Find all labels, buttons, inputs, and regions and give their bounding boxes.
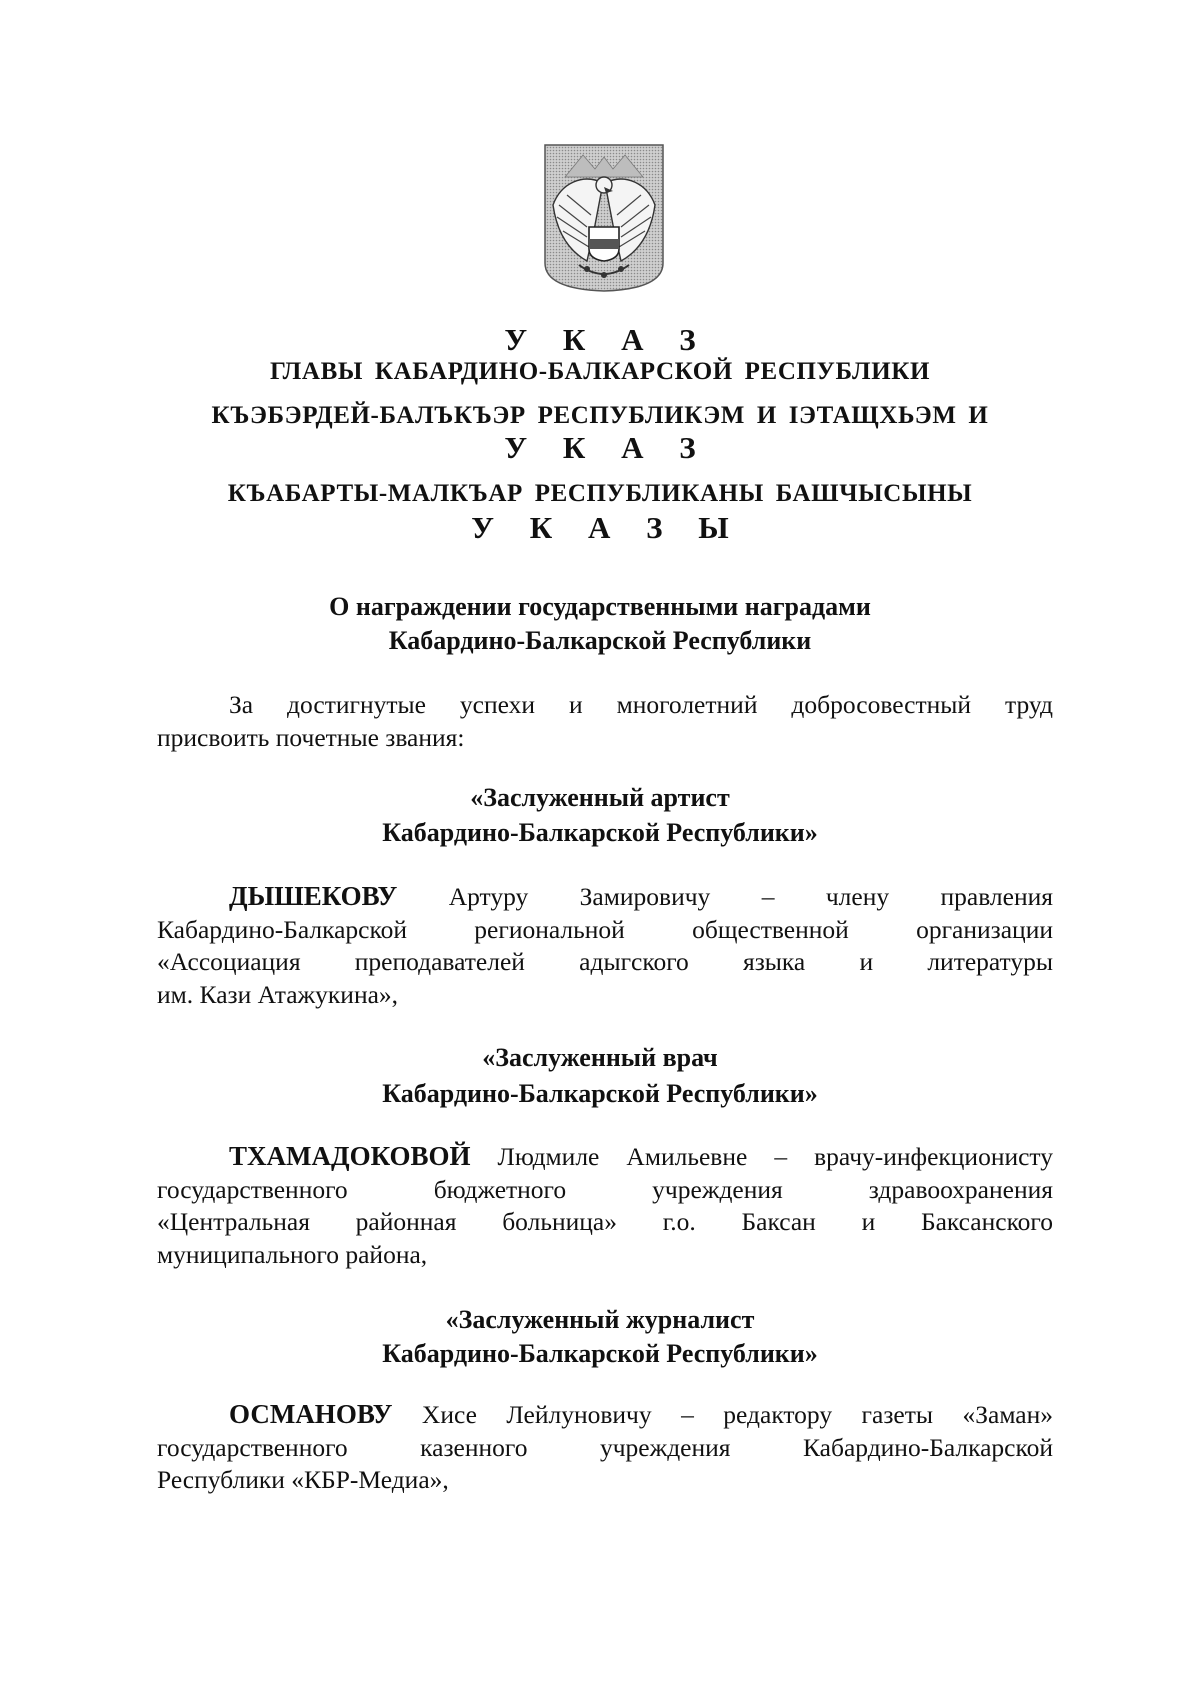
recipient-line: «Ассоциация преподавателей адыгского языка и литературы: [157, 947, 1053, 976]
award-title-line2: Кабардино-Балкарской Республики»: [382, 818, 818, 847]
recipient-line: государственного бюджетного учреждения здравоохранения: [157, 1174, 1053, 1204]
recipient-line: муниципального района,: [157, 1239, 428, 1269]
award-recipient-paragraph: [157, 880, 1053, 1011]
recipient-name-rest: Людмиле Амильевне – врачу-инфекционисту: [470, 1142, 1053, 1171]
award-title-line2: Кабардино-Балкарской Республики»: [382, 1339, 818, 1368]
award-recipient-paragraph: [157, 1140, 1053, 1271]
decree-issuer-ru: ГЛАВЫ КАБАРДИНО-БАЛКАРСКОЙ РЕСПУБЛИКИ: [269, 358, 931, 385]
recipient-line: государственного казенного учреждения Кабардино-Балкарской: [157, 1432, 1053, 1462]
recipient-line: Кабардино-Балкарской региональной общественной организации: [157, 914, 1053, 944]
intro-line: За достигнутые успехи и многолетний добросовестный труд: [229, 690, 1053, 719]
recipient-line: [157, 880, 1053, 914]
award-title-line1: «Заслуженный журналист: [445, 1305, 755, 1334]
recipient-line: [157, 1398, 1053, 1432]
intro-line: присвоить почетные звания:: [157, 722, 465, 752]
decree-issuer-bal: КЪАБАРТЫ-МАЛКЪАР РЕСПУБЛИКАНЫ БАШЧЫСЫНЫ: [227, 480, 973, 507]
recipient-surname: ДЫШЕКОВУ: [229, 881, 398, 911]
recipient-name-rest: Артуру Замировичу – члену правления: [397, 882, 1053, 911]
recipient-line: «Центральная районная больница» г.о. Баксан и Баксанского: [157, 1207, 1053, 1236]
decree-word-bal: У К А З Ы: [471, 510, 743, 545]
recipient-line: [157, 1140, 1053, 1174]
recipient-line: им. Кази Атажукина»,: [157, 979, 399, 1009]
coat-of-arms-emblem: [543, 143, 665, 293]
award-recipient-paragraph: [157, 1398, 1053, 1497]
recipient-surname: ТХАМАДОКОВОЙ: [229, 1141, 471, 1171]
intro-paragraph: [157, 689, 1053, 754]
recipient-line: Республики «КБР-Медиа»,: [157, 1465, 449, 1494]
decree-word-kab: У К А З: [504, 430, 710, 465]
decree-issuer-kab: КЪЭБЭРДЕЙ-БАЛЪКЪЭР РЕСПУБЛИКЭМ И ІЭТАЩХЬЭМ И: [211, 402, 989, 429]
decree-subject-line1: О награждении государственными наградами: [329, 592, 871, 621]
award-title-line1: «Заслуженный артист: [470, 783, 730, 812]
decree-word-ru: У К А З: [504, 322, 710, 357]
award-title-line2: Кабардино-Балкарской Республики»: [382, 1079, 818, 1108]
decree-subject-line2: Кабардино-Балкарской Республики: [388, 626, 812, 655]
recipient-surname: ОСМАНОВУ: [229, 1399, 393, 1429]
recipient-name-rest: Хисе Лейлуновичу – редактору газеты «Заман»: [392, 1400, 1053, 1429]
award-title-line1: «Заслуженный врач: [482, 1043, 718, 1072]
